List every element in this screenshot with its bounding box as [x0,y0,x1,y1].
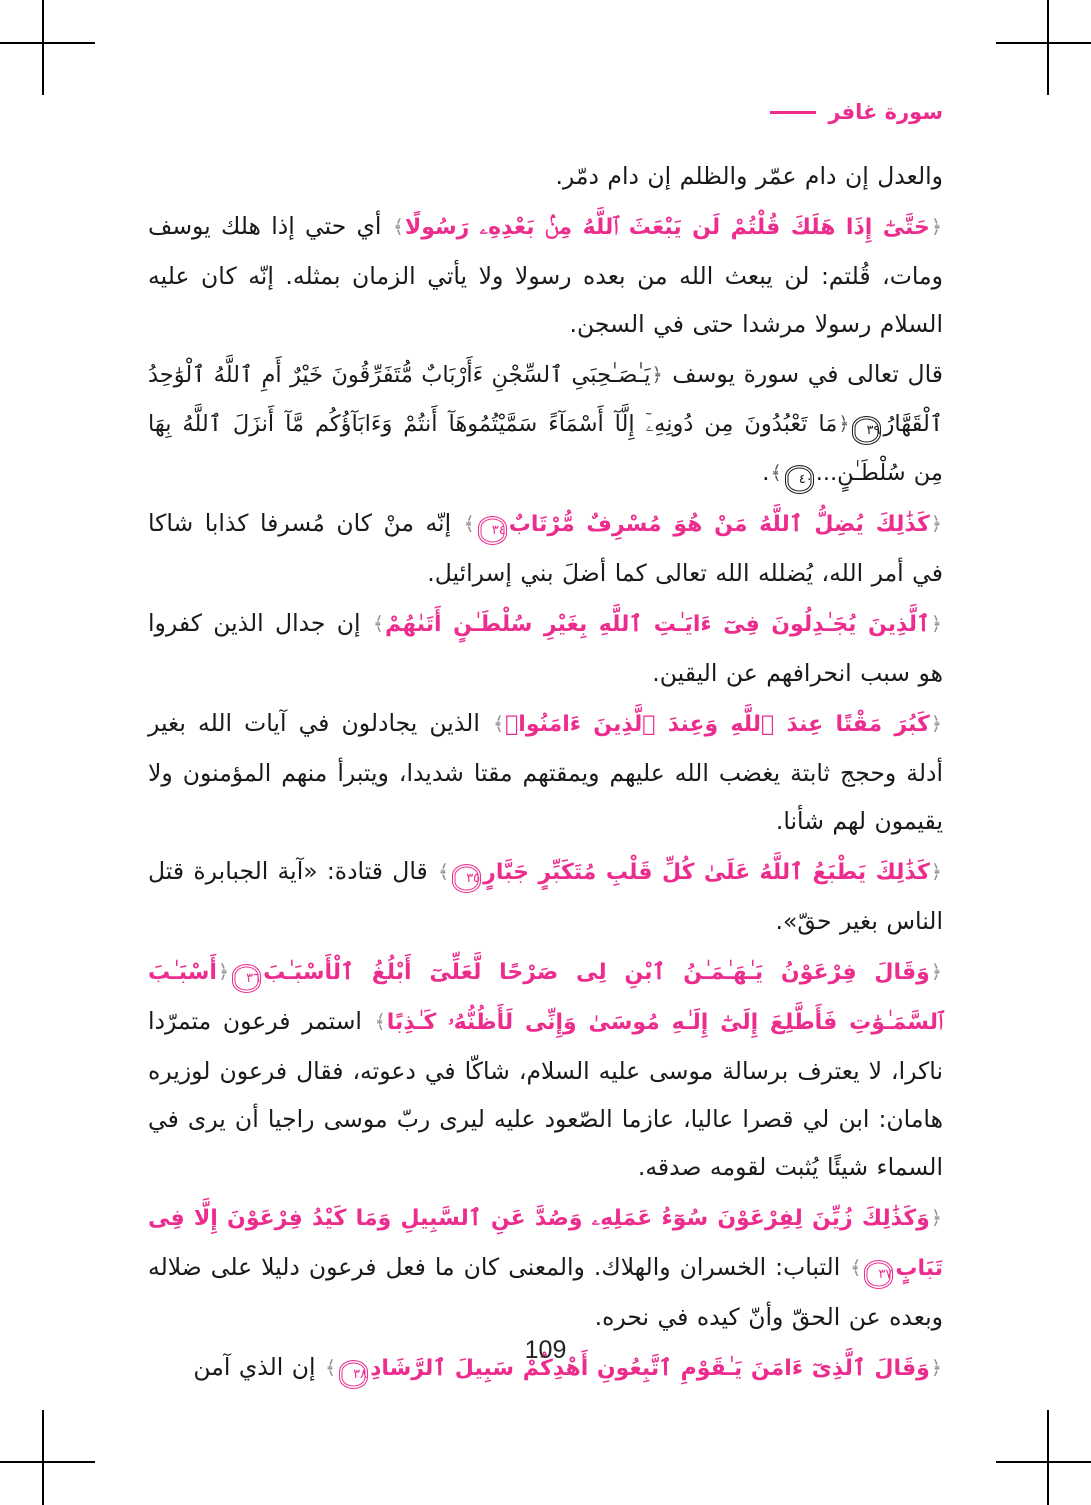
quote-bracket-close-icon: ﴾ [770,462,782,484]
quran-verse-text: أَسْبَـٰبَ ٱلسَّمَـٰوَٰتِ فَأَطَّلِعَ إِلَىٰٓ إِلَـٰهِ مُوسَىٰ وَإِنِّى لَأَظُنُّهُۥ كَـٰذِبًا [148,960,943,1035]
ayah-number-medallion: ٣٤ [478,516,507,545]
quote-bracket-open-icon: ﴿ [930,1207,942,1229]
ayah-number-medallion: ٤٠ [785,465,814,494]
commentary-text: والعدل إن دام عمّر والظلم إن دام دمّر. [555,162,943,190]
running-head [770,100,943,124]
body-text-column [148,152,943,1395]
quran-verse-text: وَكَذَٰلِكَ زُيِّنَ لِفِرْعَوْنَ سُوٓءُ عَمَلِهِۦ وَصُدَّ عَنِ ٱلسَّبِيلِ وَمَا كَيْدُ فِرْعَوْنَ إِلَّا فِى تَبَابٍ [148,1206,943,1281]
commentary-text: قال تعالى في سورة يوسف [663,360,943,388]
paragraph [148,947,943,1191]
paragraph [148,350,943,497]
page-number: 109 [524,1336,567,1364]
paragraph [148,699,943,845]
crop-mark-bottom-right-horizontal [996,1461,1091,1463]
quote-bracket-close-icon: ﴾ [438,861,450,883]
commentary-text: قال قتادة: «آية الجبابرة قتل الناس بغير حقّ». [148,857,943,935]
ayah-number-medallion: ٣٨ [339,1360,368,1389]
quran-verse-text: كَذَٰلِكَ يُضِلُّ ٱللَّهُ مَنْ هُوَ مُسْرِفٌ مُّرْتَابٌ [508,512,930,537]
quote-bracket-open-icon: ﴿ [930,1357,942,1379]
quote-bracket-open-icon: ﴿ [930,216,942,238]
commentary-text: . [762,458,770,486]
crop-mark-top-right-vertical [1047,0,1049,95]
quote-bracket-close-icon: ﴾ [374,1011,386,1033]
quran-verse-text: يَـٰصَـٰحِبَىِ ٱلسِّجْنِ ءَأَرْبَابٌ مُّتَفَرِّقُونَ خَيْرٌ أَمِ ٱللَّهُ ٱلْوَٰحِدُ ٱلْقَهَّارُ [148,362,943,437]
quote-bracket-open-icon: ﴿ [930,613,942,635]
crop-mark-bottom-left-horizontal [0,1461,95,1463]
commentary-text: التباب: الخسران والهلاك. والمعنى كان ما فعل فرعون دليلا على ضلاله وبعده عن الحقّ وأنّ كيده في نحره. [148,1253,943,1331]
commentary-text: الذين يجادلون في آيات الله بغير أدلة وحجج ثابتة يغضب الله عليهم ويمقتهم مقتا شديدا، ويتبرأ منهم المؤمنون ولا يقيمون لهم شأنا. [148,709,943,835]
quote-bracket-open-icon: ﴿ [930,861,942,883]
quote-bracket-close-icon: ﴾ [463,513,475,535]
commentary-text: إن الذي آمن [193,1353,324,1381]
quote-bracket-open-icon: ﴿ [930,961,942,983]
quran-verse-text: وَقَالَ ٱلَّذِىٓ ءَامَنَ يَـٰقَوْمِ ٱتَّبِعُونِ أَهْدِكُمْ سَبِيلَ ٱلرَّشَادِ [370,1356,930,1381]
quote-bracket-open-icon: ﴿ [930,713,942,735]
quote-bracket-close-icon: ﴾ [850,1257,862,1279]
paragraph [148,1193,943,1341]
quote-bracket-open-icon: ﴿ [930,513,942,535]
quran-verse-text: حَتَّىٰٓ إِذَا هَلَكَ قُلْتُمْ لَن يَبْعَثَ ٱللَّهُ مِنۢ بَعْدِهِۦ رَسُولًا [404,215,930,240]
paragraph [148,847,943,945]
ayah-number-medallion: ٣٦ [232,964,261,993]
paragraph [148,152,943,200]
paragraph [148,599,943,697]
ayah-number-medallion: ٣٧ [864,1260,893,1289]
running-head-surah-title: سورة غافر [828,100,943,124]
quran-verse-text: مَا تَعْبُدُونَ مِن دُونِهِۦٓ إِلَّآ أَسْمَآءً سَمَّيْتُمُوهَآ أَنتُمْ وَءَابَآؤُكُم مَّآ أَنزَلَ ٱللَّهُ بِهَا مِن سُلْطَـٰنٍ... [148,411,943,486]
paragraph [148,499,943,597]
crop-mark-top-left-horizontal [0,42,95,44]
quran-verse-text: وَقَالَ فِرْعَوْنُ يَـٰهَـٰمَـٰنُ ٱبْنِ لِى صَرْحًا لَّعَلِّىٓ أَبْلُغُ ٱلْأَسْبَـٰبَ [263,960,930,985]
quote-bracket-close-icon: ﴾ [372,613,385,635]
ayah-number-medallion: ٣٩ [852,416,881,445]
crop-mark-bottom-left-vertical [42,1410,44,1505]
quran-verse-text: كَبُرَ مَقْتًا عِندَ ٱللَّهِ وَعِندَ ٱلَّذِينَ ءَامَنُوا۟ [505,712,930,737]
crop-mark-bottom-right-vertical [1047,1410,1049,1505]
crop-mark-top-left-vertical [42,0,44,95]
quote-bracket-close-icon: ﴾ [392,216,404,238]
quote-bracket-close-icon: ﴾ [492,713,505,735]
quran-verse-text: كَذَٰلِكَ يَطْبَعُ ٱللَّهُ عَلَىٰ كُلِّ قَلْبِ مُتَكَبِّرٍ جَبَّارٍ [483,860,930,885]
commentary-text: إن جدال الذين كفروا هو سبب انحرافهم عن اليقين. [148,609,943,687]
paragraph [148,202,943,348]
quote-bracket-open-icon: ﴿ [217,961,230,983]
ayah-number-medallion: ٣٥ [452,864,481,893]
quote-bracket-open-icon: ﴿ [651,364,663,386]
quote-bracket-close-icon: ﴾ [324,1357,337,1379]
commentary-text: إنّه منْ كان مُسرفا كذابا شاكا في أمر الله، يُضلله الله تعالى كما أضلَ بني إسرائيل. [148,509,943,587]
commentary-text: استمر فرعون متمرّدا ناكرا، لا يعترف برسالة موسى عليه السلام، شاكّا في دعوته، فقال فرعون لوزيره هامان: ابن لي قصرا عاليا، عازما الصّعود عليه ليرى ربّ موسى راجيا أن يرى في السماء شيئًا يُثبت لقومه صدقه. [148,1007,943,1181]
quran-verse-text: ٱلَّذِينَ يُجَـٰدِلُونَ فِىٓ ءَايَـٰتِ ٱللَّهِ بِغَيْرِ سُلْطَـٰنٍ أَتَىٰهُمْ [385,612,930,637]
crop-mark-top-right-horizontal [996,42,1091,44]
commentary-text: أي حتي إذا هلك يوسف ومات، قُلتم: لن يبعث الله من بعده رسولا ولا يأتي الزمان بمثله. إنّه كان عليه السلام رسولا مرشدا حتى في السجن. [148,212,943,338]
quote-bracket-open-icon: ﴿ [838,413,850,435]
running-head-rule [770,111,816,114]
